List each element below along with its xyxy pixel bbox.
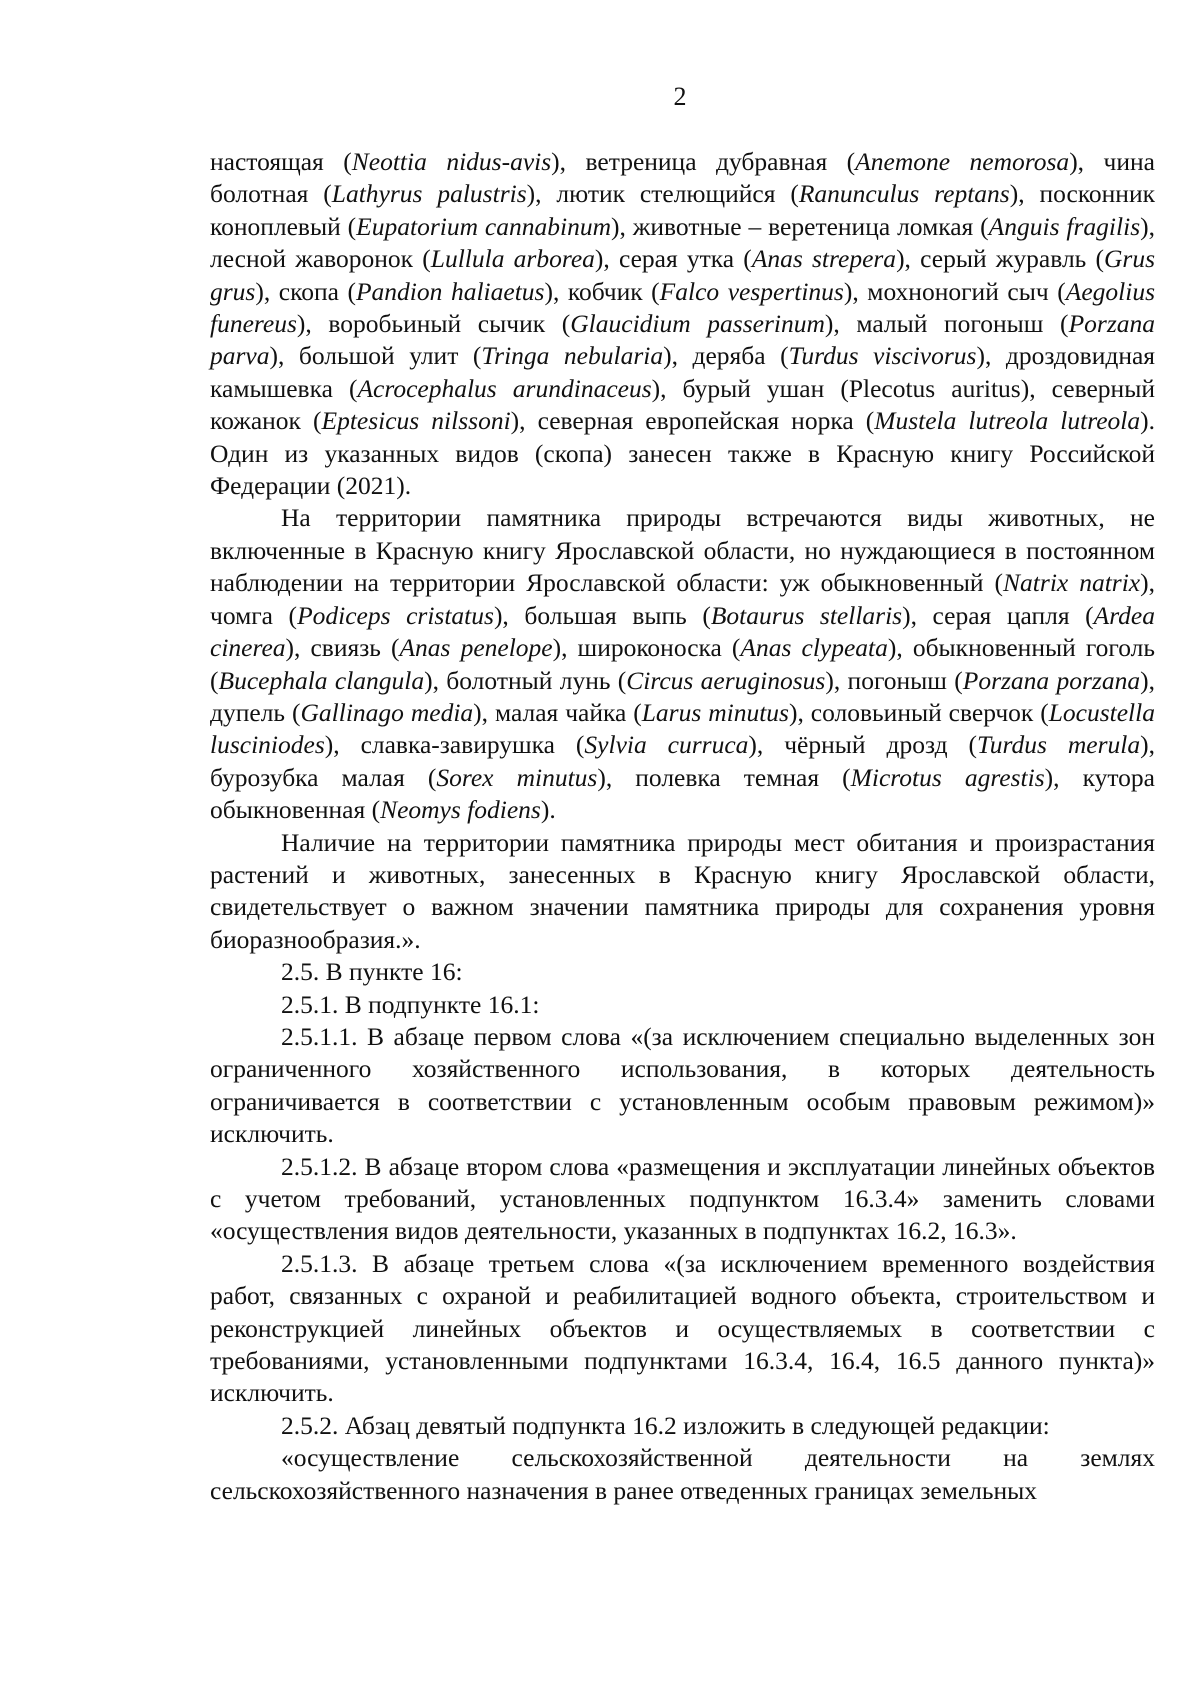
document-body — [210, 146, 1155, 1507]
text-run: ), большой улит ( — [269, 341, 482, 371]
text-run: ), славка-завирушка ( — [324, 730, 585, 760]
latin-name: Glaucidium passerinum — [570, 309, 825, 339]
page-number: 2 — [673, 82, 687, 111]
latin-name: Aegolius funereus — [210, 276, 1155, 339]
text-run: ), чомга ( — [210, 568, 1155, 630]
latin-name: Neottia nidus-avis — [351, 147, 552, 176]
latin-name: Bucephala clangula — [218, 665, 425, 695]
text-run: настоящая ( — [210, 147, 352, 176]
latin-name: Grus grus — [210, 244, 1156, 306]
latin-name: Turdus viscivorus — [788, 341, 977, 371]
latin-name: Tringa nebularia — [481, 341, 664, 371]
text-run: ), кобчик ( — [544, 276, 660, 306]
text-run: ), широконоска ( — [552, 633, 741, 663]
text-run: ), мохноногий сыч ( — [843, 276, 1066, 306]
latin-name: Ranunculus reptans — [798, 179, 1010, 209]
paragraph-item-2-5-2: 2.5.2. Абзац девятый подпункта 16.2 изложить в следующей редакции: — [281, 1410, 1050, 1440]
text-run: ), малая чайка ( — [473, 697, 642, 727]
text-run: ), болотный лунь ( — [424, 665, 627, 695]
text-run: ), чина болотная ( — [210, 147, 1155, 209]
text-run: ), бурозубка малая ( — [210, 730, 1155, 792]
latin-name: Falco vespertinus — [659, 276, 844, 306]
latin-name: Porzana porzana — [962, 665, 1141, 695]
latin-name: Microtus agrestis — [850, 762, 1045, 792]
latin-name: Eupatorium cannabinum — [356, 211, 611, 241]
paragraph-item-2-5-1-2: 2.5.1.2. В абзаце втором слова «размещения и эксплуатации линейных объектов с учетом требований, установленных подпунктом 16.3.4» заменить словами «осуществления видов деятельности, указанных в подпунктах 16.2, 16.3». — [210, 1151, 1155, 1246]
text-run: ), лесной жаворонок ( — [210, 211, 1155, 274]
text-run: ), кутора обыкновенная ( — [210, 762, 1155, 825]
paragraph-item-2-5: 2.5. В пункте 16: — [281, 957, 463, 987]
paragraph-significance: Наличие на территории памятника природы мест обитания и произрастания растений и животных, занесенных в Красную книгу Ярославской области, свидетельствует о важном значении памятника природы для сохранения уровня биоразнообразия.». — [210, 827, 1155, 954]
text-run: ). Один из указанных видов (скопа) занесен также в Красную книгу Российской Федерации (2021). — [210, 406, 1155, 501]
latin-name: Larus minutus — [641, 697, 789, 727]
latin-name: Anemone nemorosa — [855, 147, 1070, 176]
paragraph-item-2-5-1-3: 2.5.1.3. В абзаце третьем слова «(за исключением временного воздействия работ, связанных с охраной и реабилитацией водного объекта, строительством и реконструкцией линейных объектов и осуществляемых в соответствии с требованиями, установленными подпунктами 16.3.4, 16.4, 16.5 данного пункта)» исключить. — [210, 1248, 1155, 1408]
text-run: ), серый журавль ( — [896, 244, 1104, 274]
text-run: ). — [540, 795, 556, 825]
text-run: ), деряба ( — [663, 341, 789, 371]
paragraph-species-list — [210, 146, 1155, 502]
text-run: ), посконник коноплевый ( — [210, 179, 1155, 241]
text-run: ), воробьиный сычик ( — [296, 309, 571, 339]
latin-name: Eptesicus nilssoni — [321, 406, 511, 436]
latin-name: Sylvia curruca — [584, 730, 749, 760]
text-run: ), животные – веретеница ломкая ( — [611, 211, 989, 241]
latin-name: Natrix natrix — [1003, 568, 1141, 598]
latin-name: Ardea cinerea — [210, 600, 1155, 663]
text-run: ), свиязь ( — [285, 633, 400, 663]
latin-name: Anas clypeata — [740, 633, 888, 663]
text-run: ), большая выпь ( — [493, 600, 711, 630]
latin-name: Neomys fodiens — [380, 795, 541, 825]
text-run: ), погоныш ( — [825, 665, 963, 695]
latin-name: Podiceps cristatus — [297, 600, 494, 630]
text-run: ), скопа ( — [255, 276, 356, 306]
paragraph-item-2-5-1-1: 2.5.1.1. В абзаце первом слова «(за исключением специально выделенных зон ограниченного хозяйственного использования, в которых деятельность ограничивается в соответствии с установленным особым правовым режимом)» исключить. — [210, 1021, 1155, 1149]
text-run: ), малый погоныш ( — [824, 309, 1069, 339]
latin-name: Acrocephalus arundinaceus — [357, 373, 652, 403]
latin-name: Sorex minutus — [436, 762, 598, 792]
latin-name: Pandion haliaetus — [355, 276, 545, 306]
text-run: ), полевка темная ( — [597, 762, 851, 792]
paragraph-new-wording: «осуществление сельскохозяйственной деятельности на землях сельскохозяйственного назначения в ранее отведенных границах земельных — [210, 1443, 1155, 1505]
text-run: На территории памятника природы встречаются виды животных, не включенные в Красную книгу Ярославской области, но нуждающиеся в постоянном наблюдении на территории Ярославской области: уж обыкновенный ( — [210, 503, 1155, 598]
text-run: ), дупель ( — [210, 665, 1155, 727]
latin-name: Lathyrus palustris — [331, 179, 527, 209]
text-run: ), чёрный дрозд ( — [748, 730, 977, 760]
text-run: ), дроздовидная камышевка ( — [210, 341, 1156, 403]
latin-name: Lullula arborea — [430, 244, 595, 274]
latin-name: Locustella lusciniodes — [210, 697, 1155, 760]
latin-name: Porzana parva — [210, 309, 1155, 371]
paragraph-monitored-species — [210, 502, 1155, 826]
latin-name: Botaurus stellaris — [710, 600, 903, 630]
text-run: ), ветреница дубравная ( — [551, 147, 856, 176]
latin-name: Turdus merula — [977, 730, 1141, 760]
text-run: ), северная европейская норка ( — [510, 406, 875, 436]
latin-name: Circus aeruginosus — [626, 665, 826, 695]
latin-name: Anas strepera — [751, 244, 897, 274]
text-run: ), серая утка ( — [594, 244, 752, 274]
latin-name: Anas penelope — [399, 633, 553, 663]
text-run: ), обыкновенный гоголь ( — [210, 633, 1155, 695]
text-run: ), лютик стелющийся ( — [526, 179, 799, 209]
text-run: ), серая цапля ( — [902, 600, 1094, 630]
paragraph-item-2-5-1: 2.5.1. В подпункте 16.1: — [281, 989, 540, 1019]
text-run: ), соловьиный сверчок ( — [788, 697, 1049, 727]
latin-name: Gallinago media — [300, 697, 474, 727]
text-run: ), бурый ушан (Plecotus auritus), северный кожанок ( — [210, 373, 1155, 436]
latin-name: Anguis fragilis — [988, 211, 1141, 241]
latin-name: Mustela lutreola lutreola — [874, 406, 1141, 436]
